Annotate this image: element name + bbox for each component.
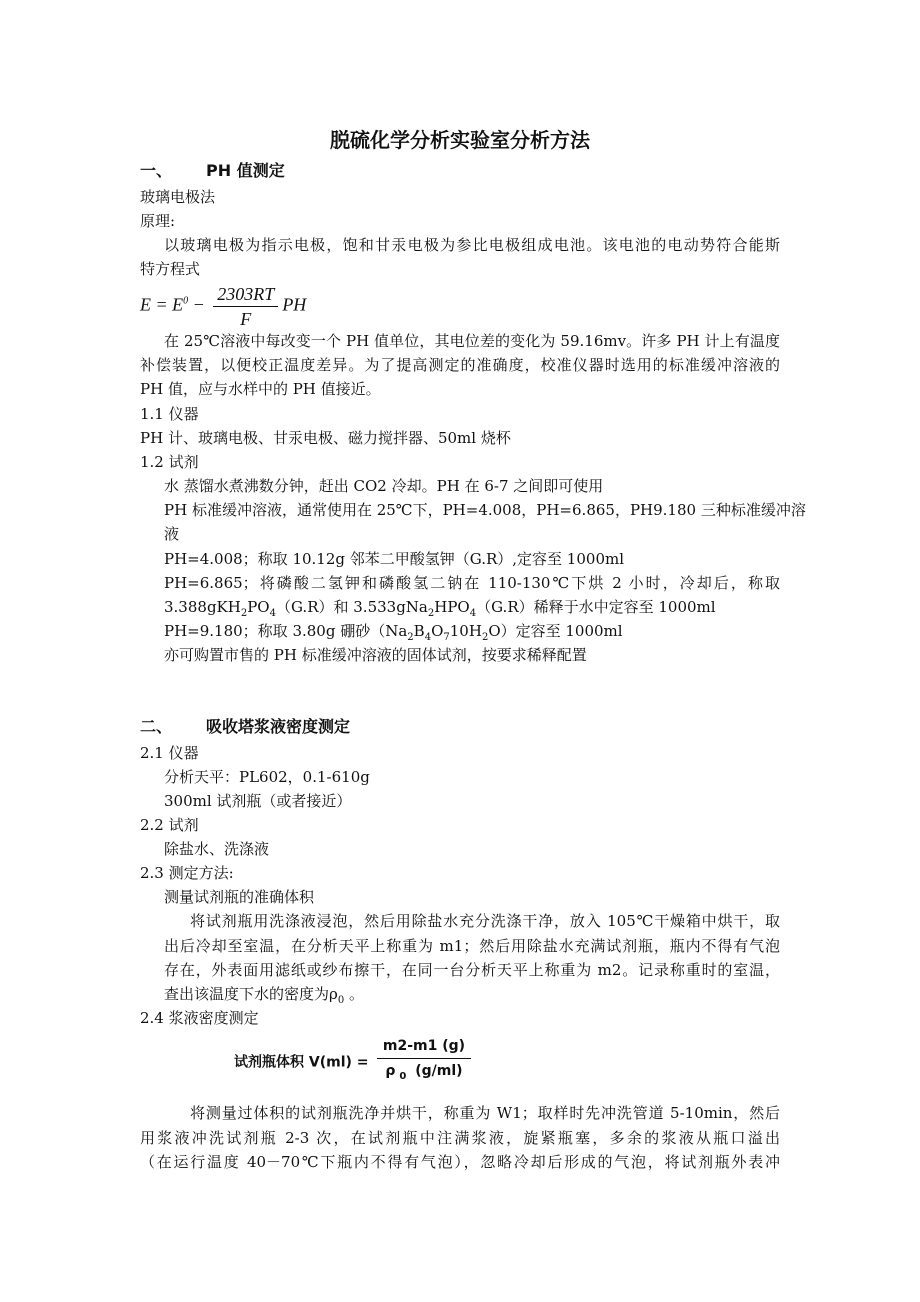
text-run: PH=9.180；称取 3.80g 硼砂（Na [164,622,408,640]
subsection-2-2: 2.2 试剂 [140,816,199,834]
subsection-2-4: 2.4 浆液密度测定 [140,1009,259,1027]
subscript: 4 [269,608,276,619]
reagent-buffer-line-2: 液 [164,525,180,543]
density-paragraph-line-2: 用浆液冲洗试剂瓶 2-3 次，在试剂瓶中注满浆液，旋紧瓶塞，多余的浆液从瓶口溢出 [140,1129,780,1147]
subscript: 0 [337,995,345,1006]
text-run: 查出该温度下水的密度为ρ [164,985,338,1003]
paragraph-2-line-3: PH 值，应与水样中的 PH 值接近。 [140,380,381,398]
principle-text-line-1: 以玻璃电极为指示电极，饱和甘汞电极为参比电极组成电池。该电池的电动势符合能斯 [164,236,780,254]
instrument-balance: 分析天平：PL602，0.1-610g [164,768,370,786]
text-run: （G.R）稀释于水中定容至 1000ml [476,598,716,616]
formula-numerator: m2-m1 (g) [377,1034,470,1059]
method-line-2: 出后冷却至室温，在分析天平上称重为 m1；然后用除盐水充满试剂瓶，瓶内不得有气泡 [164,937,780,955]
text-run: (g/ml) [410,1063,463,1079]
subscript: 0 [399,1070,407,1082]
method-line-1: 将试剂瓶用洗涤液浸泡，然后用除盐水充分洗涤干净，放入 105℃干燥箱中烘干，取 [190,912,780,930]
subsection-1-2: 1.2 试剂 [140,453,199,471]
principle-label: 原理: [140,212,176,230]
text-run: PO [247,598,270,616]
formula-denominator [377,1059,470,1089]
volume-formula [234,1034,475,1089]
method-name: 玻璃电极法 [140,188,216,206]
equation-fraction [213,282,278,331]
equation-superscript: 0 [183,295,189,307]
text-run: O [431,622,444,640]
text-run: B [413,622,425,640]
section-2-title: 吸收塔浆液密度测定 [206,717,351,736]
subscript: 2 [427,608,435,619]
text-run: 3.388gKH [164,598,241,616]
subsection-2-3: 2.3 测定方法: [140,864,234,882]
equation-tail: PH [282,294,307,315]
section-2-number: 二、 [140,717,173,736]
density-paragraph-line-3: （在运行温度 40－70℃下瓶内不得有气泡），忽略冷却后形成的气泡，将试剂瓶外表冲 [140,1153,780,1171]
paragraph-2-line-2: 补偿装置，以便校正温度差异。为了提高测定的准确度，校准仪器时选用的标准缓冲溶液的 [140,356,780,374]
equation-lhs: E = E [140,294,184,315]
text-run: 。 [344,985,364,1003]
density-paragraph-line-1: 将测量过体积的试剂瓶洗净并烘干，称重为 W1；取样时先冲洗管道 5-10min，然后 [190,1104,780,1122]
reagent-buffer-line-1: PH 标准缓冲溶液，通常使用在 25℃下，PH=4.008，PH=6.865，PH9.180 三种标准缓冲溶 [164,501,806,519]
section-1-title: PH 值测定 [206,161,285,180]
reagent-commercial: 亦可购置市售的 PH 标准缓冲溶液的固体试剂，按要求稀释配置 [164,646,587,664]
reagent-ph6-line-1: PH=6.865；将磷酸二氢钾和磷酸氢二钠在 110-130℃下烘 2 小时，冷却后，称取 [164,574,780,592]
paragraph-2-line-1: 在 25℃溶液中每改变一个 PH 值单位，其电位差的变化为 59.16mv。许多 PH 计上有温度 [164,332,780,350]
reagent-text: 除盐水、洗涤液 [164,840,270,858]
text-run: HPO [434,598,470,616]
method-step-title: 测量试剂瓶的准确体积 [164,888,315,906]
subsection-1-1: 1.1 仪器 [140,405,199,423]
subscript: 7 [443,632,450,643]
section-1-heading [140,160,285,182]
principle-text-line-2: 特方程式 [140,260,201,278]
instrument-list: PH 计、玻璃电极、甘汞电极、磁力搅拌器、50ml 烧杯 [140,429,511,447]
text-run: （G.R）和 3.533gNa [275,598,428,616]
equation-numerator: 2303RT [213,282,278,307]
text-run: 10H [449,622,482,640]
nernst-equation [140,282,306,331]
reagent-water: 水 蒸馏水煮沸数分钟，赶出 CO2 冷却。PH 在 6-7 之间即可使用 [164,477,604,495]
subscript: 4 [469,608,477,619]
section-1-number: 一、 [140,161,173,180]
subsection-2-1: 2.1 仪器 [140,744,199,762]
subscript: 2 [481,632,489,643]
subscript: 2 [407,632,414,643]
page-title: 脱硫化学分析实验室分析方法 [330,128,590,152]
formula-fraction [377,1034,470,1089]
instrument-bottle: 300ml 试剂瓶（或者接近） [164,792,352,810]
formula-lhs: 试剂瓶体积 V(ml) = [234,1054,369,1071]
section-2-heading [140,716,350,738]
text-run: ρ [385,1063,396,1079]
equation-denominator: F [240,309,252,329]
method-line-3: 存在，外表面用滤纸或纱布擦干，在同一台分析天平上称重为 m2。记录称重时的室温， [164,961,780,979]
equation-minus: − [192,294,205,315]
subscript: 4 [424,632,432,643]
text-run: O）定容至 1000ml [488,622,623,640]
subscript: 2 [240,608,248,619]
reagent-ph4: PH=4.008；称取 10.12g 邻苯二甲酸氢钾（G.R）,定容至 1000ml [164,550,625,568]
